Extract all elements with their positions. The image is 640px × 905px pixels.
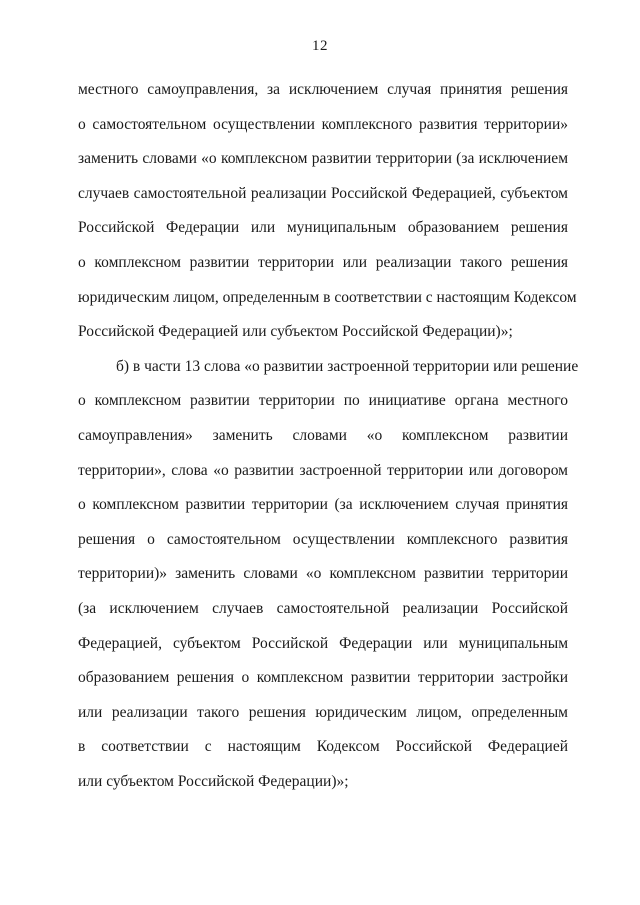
text-line: местного самоуправления, за исключением случая принятия решения <box>78 81 568 98</box>
text-line: (за исключением случаев самостоятельной реализации Российской <box>78 599 568 617</box>
text-line: о самостоятельном осуществлении комплексного развития территории» <box>78 115 568 133</box>
text-line: решения о самостоятельном осуществлении комплексного развития <box>78 530 568 548</box>
text-line: заменить словами «о комплексном развитии территории (за исключением <box>78 150 568 168</box>
text-line: случаев самостоятельной реализации Российской Федерацией, субъектом <box>78 184 568 202</box>
text-line: юридическим лицом, определенным в соответствии с настоящим Кодексом <box>78 288 577 306</box>
text-line: о комплексном развитии территории по инициативе органа местного <box>78 392 568 410</box>
text-line: или субъектом Российской Федерации)»; <box>78 772 349 790</box>
page-number: 12 <box>312 38 328 54</box>
text-line: в соответствии с настоящим Кодексом Российской Федерацией <box>78 738 568 756</box>
text-line: Российской Федерации или муниципальным образованием решения <box>78 219 568 237</box>
text-line: Федерацией, субъектом Российской Федерации или муниципальным <box>78 634 568 652</box>
text-line: Российской Федерацией или субъектом Российской Федерации)»; <box>78 323 513 341</box>
text-line: или реализации такого решения юридическим лицом, определенным <box>78 703 568 721</box>
text-line: территории», слова «о развитии застроенной территории или договором <box>78 461 568 479</box>
text-line: образованием решения о комплексном развитии территории застройки <box>78 669 568 687</box>
text-line: территории)» заменить словами «о комплексном развитии территории <box>78 565 568 583</box>
text-line: самоуправления» заменить словами «о комплексном развитии <box>78 426 568 444</box>
text-line: о комплексном развитии территории (за исключением случая принятия <box>78 496 568 514</box>
text-line: б) в части 13 слова «о развитии застроенной территории или решение <box>116 357 579 375</box>
text-line: о комплексном развитии территории или реализации такого решения <box>78 253 568 271</box>
document-body <box>78 78 579 804</box>
